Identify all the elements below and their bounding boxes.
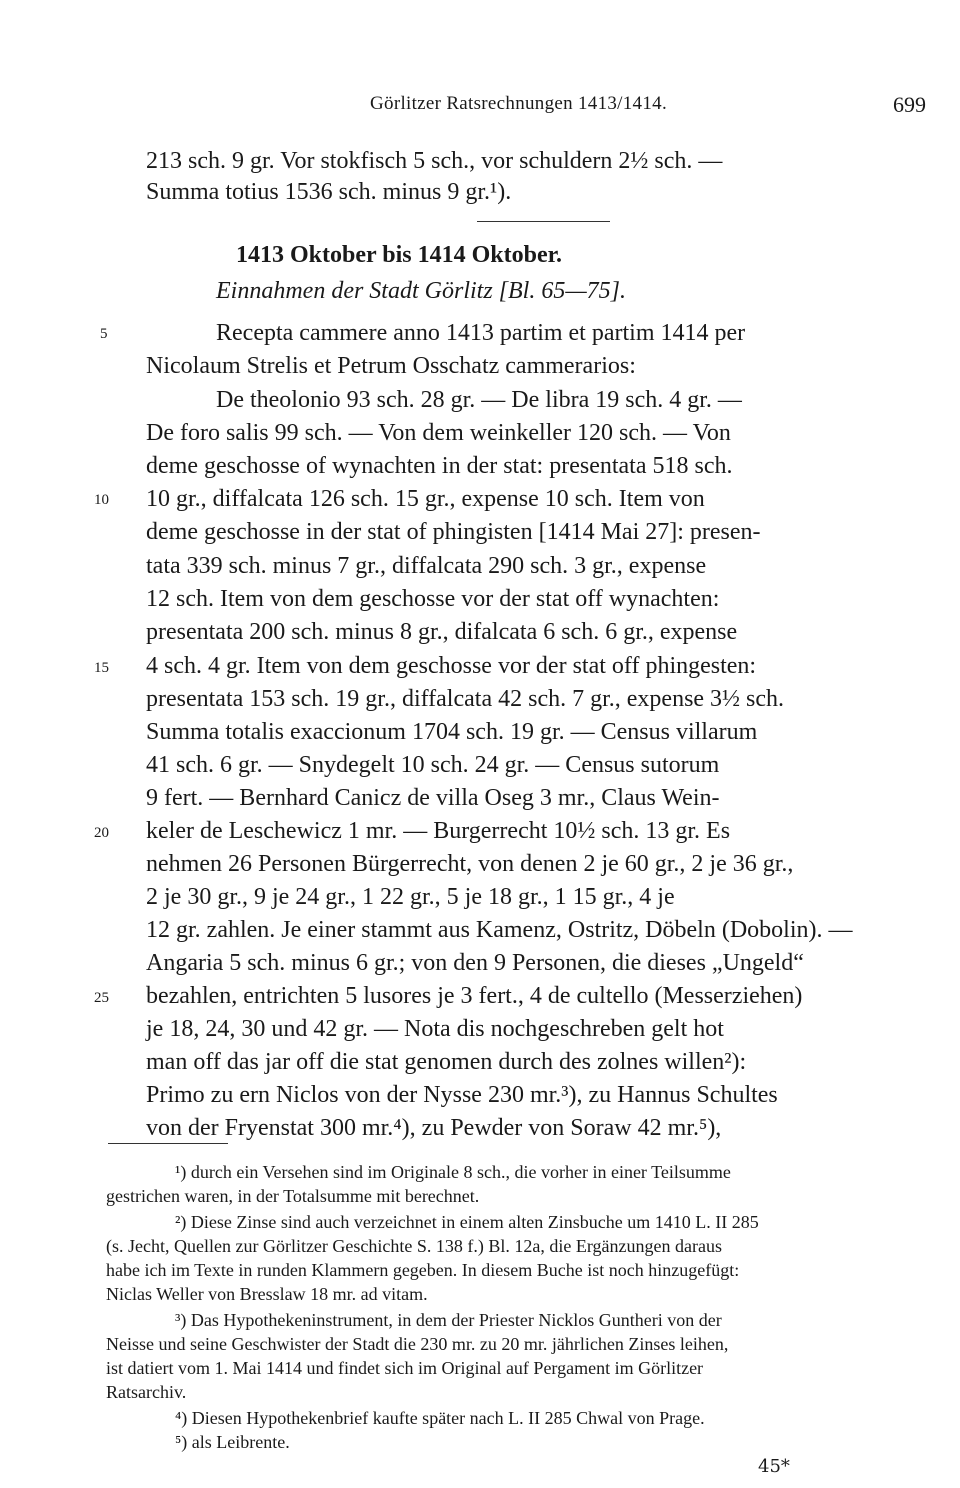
body-line: bezahlen, entrichten 5 lusores je 3 fert., 4 de cultello (Messerziehen) — [146, 983, 803, 1009]
body-line: 10 gr., diffalcata 126 sch. 15 gr., expense 10 sch. Item von — [146, 486, 705, 512]
line-number: 15 — [94, 660, 109, 676]
body-line: Recepta cammere anno 1413 partim et partim 1414 per — [216, 320, 746, 346]
body-line: Nicolaum Strelis et Petrum Osschatz cammerarios: — [146, 353, 636, 379]
footnote-line: (s. Jecht, Quellen zur Görlitzer Geschichte S. 138 f.) Bl. 12a, die Ergänzungen daraus — [106, 1236, 722, 1256]
body-line: keler de Leschewicz 1 mr. — Burgerrecht 10½ sch. 13 gr. Es — [146, 818, 731, 844]
footnote-line: ⁵) als Leibrente. — [175, 1432, 290, 1452]
footnote-line: Ratsarchiv. — [106, 1382, 187, 1402]
line-number: 25 — [94, 990, 109, 1006]
running-head: Görlitzer Ratsrechnungen 1413/1414. — [370, 93, 668, 114]
body-line: deme geschosse in der stat of phingisten [1414 Mai 27]: presen- — [146, 519, 761, 545]
section-rule — [477, 221, 610, 222]
footnote-line: ist datiert vom 1. Mai 1414 und findet sich im Original auf Pergament im Görlitzer — [106, 1358, 704, 1378]
footnote-line: gestrichen waren, in der Totalsumme mit berechnet. — [106, 1186, 480, 1206]
footnote-line: Neisse und seine Geschwister der Stadt die 230 mr. zu 20 mr. jährlichen Zinses leihen, — [106, 1334, 729, 1354]
footnote-line: ¹) durch ein Versehen sind im Originale 8 sch., die vorher in einer Teilsumme — [175, 1162, 731, 1182]
section-subheading: Einnahmen der Stadt Görlitz [Bl. 65—75]. — [216, 278, 627, 304]
body-line: 41 sch. 6 gr. — Snydegelt 10 sch. 24 gr. — Census sutorum — [146, 752, 720, 778]
body-line: 4 sch. 4 gr. Item von dem geschosse vor der stat off phingesten: — [146, 653, 757, 679]
body-line: nehmen 26 Personen Bürgerrecht, von denen 2 je 60 gr., 2 je 36 gr., — [146, 851, 794, 877]
line-number: 20 — [94, 825, 109, 841]
body-line: De theolonio 93 sch. 28 gr. — De libra 19 sch. 4 gr. — — [216, 387, 742, 413]
footnote-line: ²) Diese Zinse sind auch verzeichnet in einem alten Zinsbuche um 1410 L. II 285 — [175, 1212, 759, 1232]
body-line: deme geschosse of wynachten in der stat: presentata 518 sch. — [146, 453, 733, 479]
body-line: Primo zu ern Niclos von der Nysse 230 mr.³), zu Hannus Schultes — [146, 1082, 778, 1108]
body-line: 12 sch. Item von dem geschosse vor der stat off wynachten: — [146, 586, 720, 612]
body-line: 2 je 30 gr., 9 je 24 gr., 1 22 gr., 5 je 18 gr., 1 15 gr., 4 je — [146, 884, 675, 910]
signature-mark: 45* — [758, 1456, 790, 1477]
page-number: 699 — [893, 92, 926, 117]
body-line: 213 sch. 9 gr. Vor stokfisch 5 sch., vor schuldern 2½ sch. — — [146, 148, 723, 174]
body-line: von der Fryenstat 300 mr.⁴), zu Pewder von Soraw 42 mr.⁵), — [146, 1115, 722, 1141]
body-line: presentata 153 sch. 19 gr., diffalcata 42 sch. 7 gr., expense 3½ sch. — [146, 686, 785, 712]
body-line: man off das jar off die stat genomen durch des zolnes willen²): — [146, 1049, 747, 1075]
body-line: De foro salis 99 sch. — Von dem weinkeller 120 sch. — Von — [146, 420, 731, 446]
footnote-line: ⁴) Diesen Hypothekenbrief kaufte später nach L. II 285 Chwal von Prage. — [175, 1408, 705, 1428]
line-number: 5 — [100, 326, 108, 342]
body-line: tata 339 sch. minus 7 gr., diffalcata 290 sch. 3 gr., expense — [146, 553, 707, 579]
body-line: je 18, 24, 30 und 42 gr. — Nota dis nochgeschreben gelt hot — [146, 1016, 724, 1042]
footnote-line: habe ich im Texte in runden Klammern gegeben. In diesem Buche ist noch hinzugefügt: — [106, 1260, 740, 1280]
section-heading: 1413 Oktober bis 1414 Oktober. — [236, 242, 563, 268]
footnote-line: ³) Das Hypothekeninstrument, in dem der Priester Nicklos Guntheri von der — [175, 1310, 722, 1330]
body-line: 12 gr. zahlen. Je einer stammt aus Kamenz, Ostritz, Döbeln (Dobolin). — — [146, 917, 853, 943]
body-line: presentata 200 sch. minus 8 gr., difalcata 6 sch. 6 gr., expense — [146, 619, 738, 645]
body-line: Summa totalis exaccionum 1704 sch. 19 gr. — Census villarum — [146, 719, 758, 745]
body-line: 9 fert. — Bernhard Canicz de villa Oseg 3 mr., Claus Wein- — [146, 785, 720, 811]
footnote-line: Niclas Weller von Bresslaw 18 mr. ad vitam. — [106, 1284, 428, 1304]
body-line: Summa totius 1536 sch. minus 9 gr.¹). — [146, 179, 512, 205]
line-number: 10 — [94, 492, 109, 508]
body-line: Angaria 5 sch. minus 6 gr.; von den 9 Personen, die dieses „Ungeld“ — [146, 950, 804, 976]
footnote-rule — [108, 1143, 228, 1144]
